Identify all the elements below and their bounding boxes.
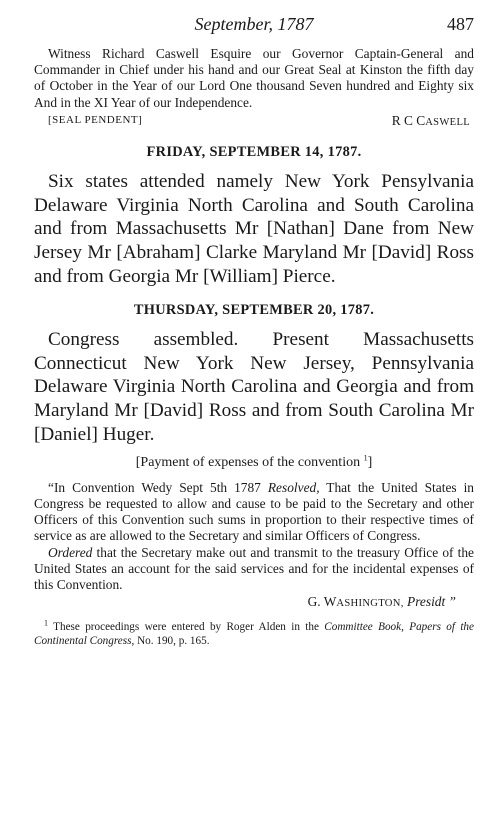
signer-title: Presidt ” bbox=[403, 594, 456, 610]
signature-surname-cap: C bbox=[416, 112, 426, 128]
signature-initials: R C bbox=[391, 112, 417, 128]
washington-signature bbox=[34, 593, 474, 612]
footnote-tail: No. 190, p. 165. bbox=[134, 635, 210, 648]
resolution-paragraph bbox=[34, 480, 474, 545]
friday-paragraph: Six states attended namely New York Pensylvania Delaware Virginia North Carolina and South Carolina and from Massachusetts Mr [Nathan] Dane from New Jersey Mr [Abraham] Clarke Maryland Mr [David] Ross and from Georgia Mr [William] Pierce. bbox=[34, 170, 474, 287]
footnote-mark: 1 bbox=[44, 618, 48, 628]
friday-heading: FRIDAY, SEPTEMBER 14, 1787. bbox=[146, 143, 362, 160]
seal-notation: [SEAL PENDENT] bbox=[48, 113, 143, 126]
footnote bbox=[34, 620, 474, 648]
signature-surname-rest: ASWELL bbox=[425, 116, 470, 128]
payment-note-text: [Payment of expenses of the convention bbox=[135, 454, 364, 470]
thursday-paragraph: Congress assembled. Present Massachusetts Connecticut New York New Jersey, Pennsylvania Delaware Virginia North Carolina and Georgia and from Maryland Mr [David] Ross and from South Carolina Mr [Daniel] Huger. bbox=[34, 328, 474, 445]
footnote-lead: These proceedings were entered by Roger Alden in the bbox=[48, 621, 325, 634]
resolution-lead: “In Convention Wedy Sept 5th 1787 bbox=[48, 479, 268, 495]
ordered-rest: that the Secretary make out and transmit to the treasury Office of the United States an account for the said services and for the incidental expenses of this Convention. bbox=[34, 544, 474, 592]
thursday-heading: THURSDAY, SEPTEMBER 20, 1787. bbox=[133, 301, 375, 318]
page-number: 487 bbox=[447, 14, 474, 34]
caswell-signature bbox=[392, 112, 470, 131]
payment-note-close: ] bbox=[367, 454, 373, 470]
seal-signature-line bbox=[34, 112, 474, 131]
running-head bbox=[34, 14, 474, 46]
footnote-book-title: Committee Book, Papers of the Continental Congress, bbox=[34, 621, 474, 648]
signer-cap: G. W bbox=[307, 594, 337, 610]
payment-note bbox=[34, 455, 474, 471]
running-head-title: September, 1787 bbox=[194, 14, 314, 34]
document-page bbox=[34, 0, 474, 648]
payment-note-mark: 1 bbox=[363, 453, 368, 463]
ordered-word: Ordered bbox=[48, 544, 93, 560]
resolution-rest: That the United States in Congress be requested to allow and cause to be paid to the Secretary and other Officers of this Convention such sums in proportion to their respective times of service as are allowed to the Secretary and similar Officers of Congress. bbox=[34, 479, 474, 544]
resolved-word: Resolved, bbox=[267, 479, 320, 495]
ordered-paragraph bbox=[34, 545, 474, 594]
signer-rest: ASHINGTON, bbox=[336, 598, 404, 610]
witness-paragraph: Witness Richard Caswell Esquire our Governor Captain-General and Commander in Chief under his hand and our Great Seal at Kinston the fifth day of October in the Year of our Lord One thousand Seven hundred and Eighty six And in the XI Year of our Independence. bbox=[34, 46, 474, 110]
